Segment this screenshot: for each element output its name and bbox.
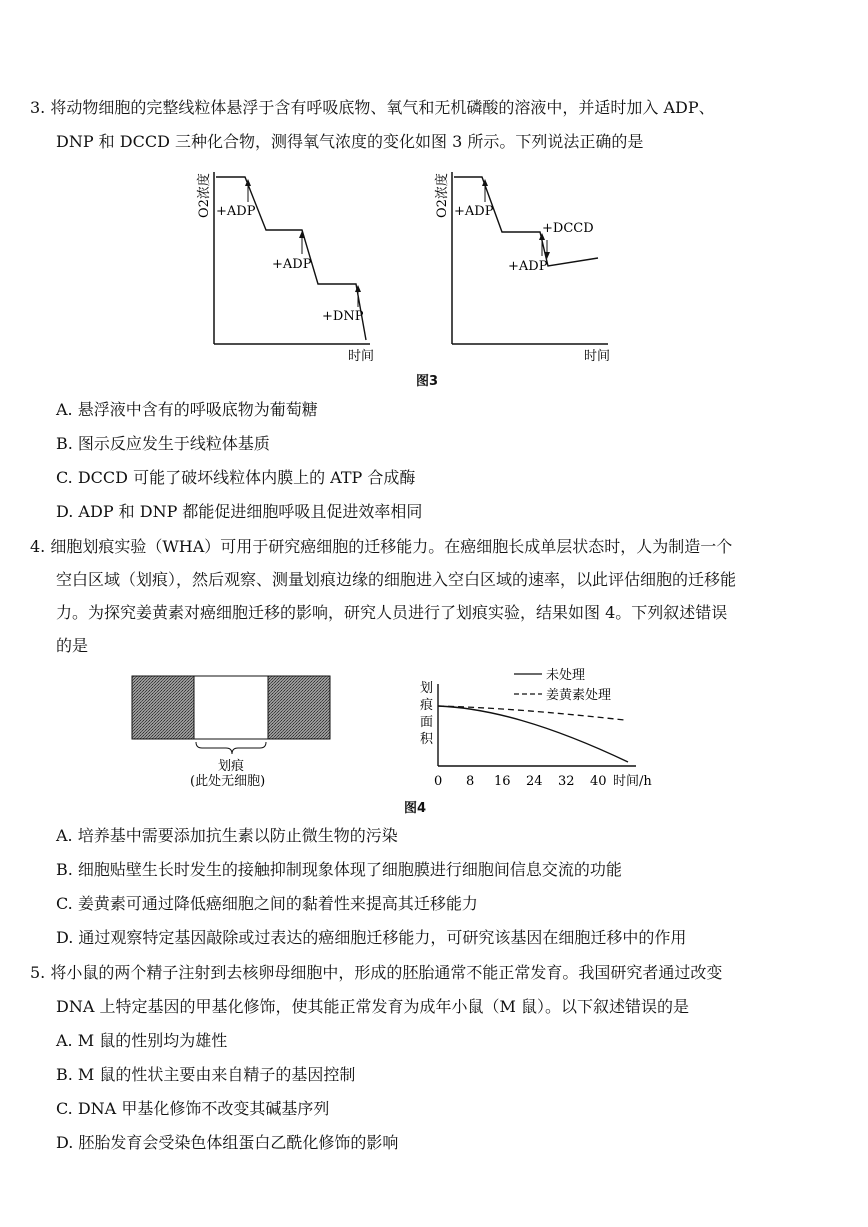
- question-4-line-4: 的是: [56, 636, 89, 655]
- question-5-option-d: D. 胚胎发育会受染色体组蛋白乙酰化修饰的影响: [56, 1133, 399, 1152]
- question-5-line-1: 5. 将小鼠的两个精子注射到去核卵母细胞中，形成的胚胎通常不能正常发育。我国研究者通过改变: [30, 963, 723, 982]
- question-4-line-2: 空白区域（划痕），然后观察、测量划痕边缘的细胞进入空白区域的速率，以此评估细胞的迁移能: [56, 570, 737, 589]
- figure-4: [128, 666, 698, 796]
- graph2-label-adp-1: +ADP: [454, 204, 494, 219]
- graph1-label-dnp: +DNP: [322, 309, 364, 324]
- x-tick-8: 8: [466, 774, 475, 789]
- question-4-line-3: 力。为探究姜黄素对癌细胞迁移的影响，研究人员进行了划痕实验，结果如图 4。下列叙述错误: [56, 603, 728, 622]
- x-tick-40: 40: [590, 774, 607, 789]
- x-tick-24: 24: [526, 774, 543, 789]
- graph2-y-label: O2浓度: [435, 173, 450, 218]
- graph2-label-dccd: +DCCD: [542, 221, 594, 236]
- question-3-option-b: B. 图示反应发生于线粒体基质: [56, 434, 270, 453]
- figure-3-graph-2: [434, 172, 610, 364]
- x-tick-32: 32: [558, 774, 575, 789]
- graph1-label-adp-2: +ADP: [272, 257, 312, 272]
- chart-x-label: 时间/h: [613, 774, 652, 789]
- question-3-option-d: D. ADP 和 DNP 都能促进细胞呼吸且促进效率相同: [56, 502, 423, 521]
- question-3-line-1: 3. 将动物细胞的完整线粒体悬浮于含有呼吸底物、氧气和无机磷酸的溶液中，并适时加入 ADP、: [30, 98, 715, 117]
- graph2-label-adp-2: +ADP: [508, 259, 548, 274]
- question-4-option-a: A. 培养基中需要添加抗生素以防止微生物的污染: [56, 826, 398, 845]
- figure-4-caption: 图4: [404, 801, 427, 816]
- graph2-x-label: 时间: [584, 349, 611, 364]
- legend-curcumin: 姜黄素处理: [546, 688, 612, 703]
- question-4-option-c: C. 姜黄素可通过降低癌细胞之间的黏着性来提高其迁移能力: [56, 894, 478, 913]
- scratch-label: 划痕: [218, 759, 245, 774]
- scratch-diagram: [132, 676, 330, 789]
- scratch-note: (此处无细胞): [190, 774, 266, 789]
- figure-3-caption: 图3: [416, 374, 439, 389]
- chart-y-label-char-4: 积: [420, 732, 434, 747]
- x-tick-16: 16: [494, 774, 511, 789]
- question-5-option-a: A. M 鼠的性别均为雄性: [56, 1031, 228, 1050]
- question-5-option-b: B. M 鼠的性状主要由来自精子的基因控制: [56, 1065, 356, 1084]
- legend-untreated: 未处理: [546, 668, 586, 683]
- figure-3: [180, 162, 640, 367]
- chart-y-label-char-2: 痕: [420, 698, 434, 713]
- chart-y-label: [420, 680, 437, 747]
- chart-y-label-char-1: 划: [420, 681, 434, 696]
- graph1-label-adp-1: +ADP: [216, 204, 256, 219]
- figure-3-graph-1: [196, 172, 374, 364]
- graph1-y-label: O2浓度: [197, 173, 212, 218]
- graph1-x-label: 时间: [348, 349, 375, 364]
- question-5-option-c: C. DNA 甲基化修饰不改变其碱基序列: [56, 1099, 330, 1118]
- x-tick-0: 0: [434, 774, 443, 789]
- question-5-line-2: DNA 上特定基因的甲基化修饰，使其能正常发育为成年小鼠（M 鼠）。以下叙述错误的是: [56, 997, 689, 1016]
- chart-y-label-char-3: 面: [420, 715, 434, 730]
- scratch-area-chart: [420, 667, 652, 789]
- question-3-option-a: A. 悬浮液中含有的呼吸底物为葡萄糖: [56, 400, 318, 419]
- question-4-option-d: D. 通过观察特定基因敲除或过表达的癌细胞迁移能力，可研究该基因在细胞迁移中的作用: [56, 928, 687, 947]
- question-3-line-2: DNP 和 DCCD 三种化合物，测得氧气浓度的变化如图 3 所示。下列说法正确的是: [56, 132, 644, 151]
- question-3-option-c: C. DCCD 可能了破坏线粒体内膜上的 ATP 合成酶: [56, 468, 416, 487]
- question-4-line-1: 4. 细胞划痕实验（WHA）可用于研究癌细胞的迁移能力。在癌细胞长成单层状态时，人为制造一个: [30, 537, 733, 556]
- question-4-option-b: B. 细胞贴壁生长时发生的接触抑制现象体现了细胞膜进行细胞间信息交流的功能: [56, 860, 622, 879]
